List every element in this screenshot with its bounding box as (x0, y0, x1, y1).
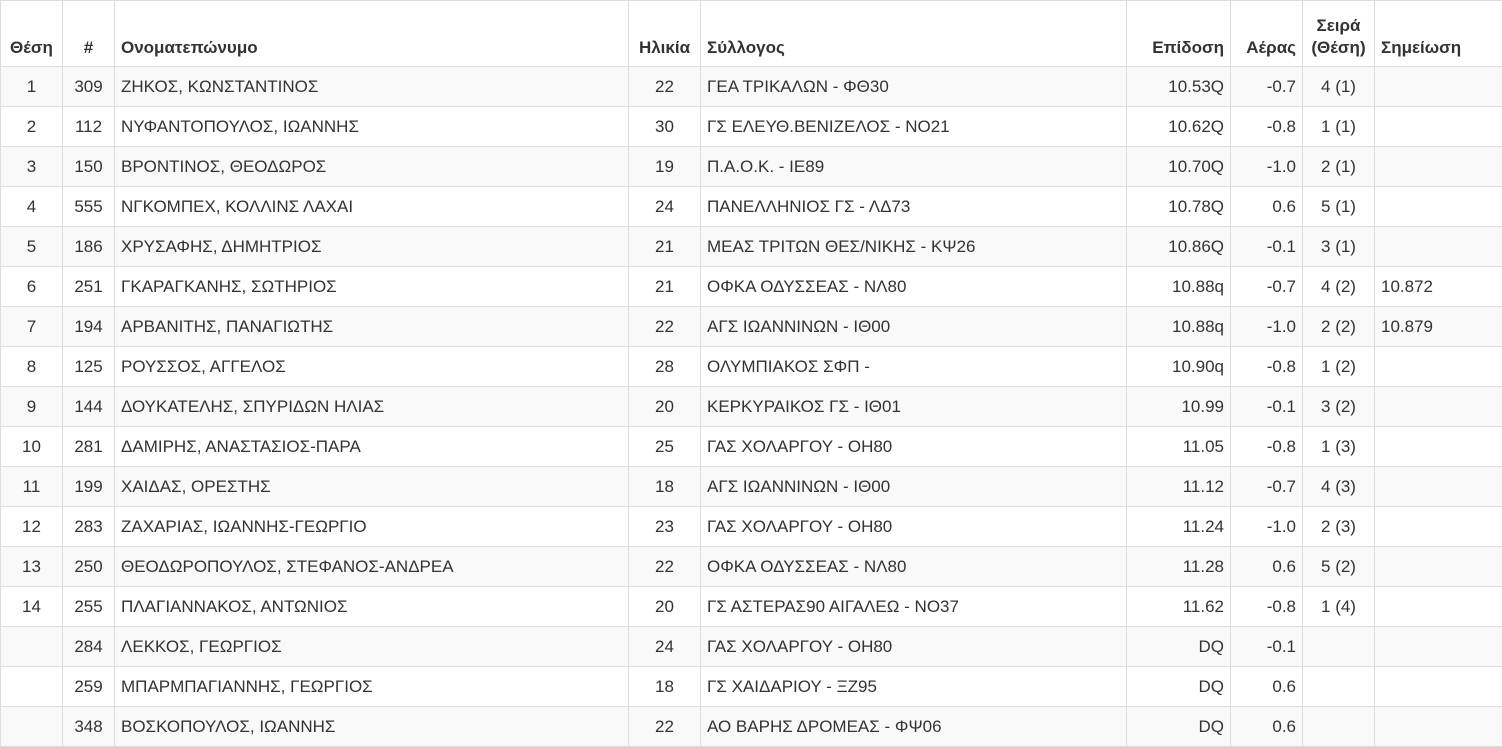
cell-place: 1 (1, 67, 63, 107)
cell-wind: -0.1 (1231, 387, 1303, 427)
cell-bib: 259 (63, 667, 115, 707)
cell-note (1375, 387, 1502, 427)
cell-wind: -0.8 (1231, 107, 1303, 147)
table-row (1, 227, 1502, 267)
cell-wind: -0.8 (1231, 427, 1303, 467)
table-row (1, 467, 1502, 507)
cell-club: ΟΦΚΑ ΟΔΥΣΣΕΑΣ - ΝΛ80 (701, 267, 1127, 307)
cell-wind: -1.0 (1231, 147, 1303, 187)
cell-wind: -0.1 (1231, 227, 1303, 267)
table-row (1, 67, 1502, 107)
cell-place: 3 (1, 147, 63, 187)
cell-bib: 348 (63, 707, 115, 747)
cell-place: 12 (1, 507, 63, 547)
cell-name: ΒΡΟΝΤΙΝΟΣ, ΘΕΟΔΩΡΟΣ (115, 147, 629, 187)
cell-heat (1303, 667, 1375, 707)
cell-wind: -0.8 (1231, 587, 1303, 627)
cell-age: 20 (629, 587, 701, 627)
cell-age: 24 (629, 187, 701, 227)
cell-club: ΠΑΝΕΛΛΗΝΙΟΣ ΓΣ - ΛΔ73 (701, 187, 1127, 227)
table-row (1, 547, 1502, 587)
cell-age: 22 (629, 307, 701, 347)
cell-name: ΘΕΟΔΩΡΟΠΟΥΛΟΣ, ΣΤΕΦΑΝΟΣ-ΑΝΔΡΕΑ (115, 547, 629, 587)
cell-place (1, 667, 63, 707)
cell-name: ΔΟΥΚΑΤΕΛΗΣ, ΣΠΥΡΙΔΩΝ ΗΛΙΑΣ (115, 387, 629, 427)
cell-bib: 283 (63, 507, 115, 547)
cell-performance: 11.62 (1127, 587, 1231, 627)
cell-heat: 3 (1) (1303, 227, 1375, 267)
cell-performance: 11.24 (1127, 507, 1231, 547)
cell-note (1375, 67, 1502, 107)
cell-club: ΑΓΣ ΙΩΑΝΝΙΝΩΝ - ΙΘ00 (701, 467, 1127, 507)
cell-age: 18 (629, 667, 701, 707)
cell-performance: 11.05 (1127, 427, 1231, 467)
cell-performance: DQ (1127, 667, 1231, 707)
cell-bib: 112 (63, 107, 115, 147)
cell-wind: -0.1 (1231, 627, 1303, 667)
cell-note (1375, 467, 1502, 507)
cell-club: ΑΓΣ ΙΩΑΝΝΙΝΩΝ - ΙΘ00 (701, 307, 1127, 347)
cell-club: ΜΕΑΣ ΤΡΙΤΩΝ ΘΕΣ/ΝΙΚΗΣ - ΚΨ26 (701, 227, 1127, 267)
header-row (1, 1, 1502, 67)
header-heat-line1: Σειρά (1309, 15, 1368, 37)
cell-note (1375, 627, 1502, 667)
cell-note: 10.879 (1375, 307, 1502, 347)
cell-wind: 0.6 (1231, 547, 1303, 587)
cell-place: 7 (1, 307, 63, 347)
cell-bib: 150 (63, 147, 115, 187)
cell-note (1375, 667, 1502, 707)
cell-age: 28 (629, 347, 701, 387)
cell-performance: 11.28 (1127, 547, 1231, 587)
cell-bib: 186 (63, 227, 115, 267)
cell-heat: 2 (1) (1303, 147, 1375, 187)
table-row (1, 107, 1502, 147)
cell-note (1375, 587, 1502, 627)
cell-performance: 10.88q (1127, 267, 1231, 307)
cell-place (1, 627, 63, 667)
table-row (1, 427, 1502, 467)
cell-performance: 10.88q (1127, 307, 1231, 347)
results-table-header (1, 1, 1502, 67)
cell-place: 10 (1, 427, 63, 467)
cell-club: ΓΣ ΧΑΙΔΑΡΙΟΥ - ΞΖ95 (701, 667, 1127, 707)
header-heat-line2: (Θέση) (1309, 37, 1368, 59)
cell-heat: 1 (4) (1303, 587, 1375, 627)
table-row (1, 187, 1502, 227)
cell-place: 4 (1, 187, 63, 227)
cell-age: 22 (629, 547, 701, 587)
header-performance: Επίδοση (1127, 1, 1231, 67)
cell-note (1375, 227, 1502, 267)
cell-heat: 2 (3) (1303, 507, 1375, 547)
table-row (1, 267, 1502, 307)
header-heat (1303, 1, 1375, 67)
cell-bib: 194 (63, 307, 115, 347)
table-row (1, 387, 1502, 427)
cell-bib: 199 (63, 467, 115, 507)
cell-name: ΧΑΙΔΑΣ, ΟΡΕΣΤΗΣ (115, 467, 629, 507)
cell-place: 8 (1, 347, 63, 387)
header-note: Σημείωση (1375, 1, 1502, 67)
cell-heat: 4 (3) (1303, 467, 1375, 507)
cell-performance: 10.78Q (1127, 187, 1231, 227)
cell-note (1375, 707, 1502, 747)
cell-club: Π.Α.Ο.Κ. - ΙΕ89 (701, 147, 1127, 187)
cell-name: ΑΡΒΑΝΙΤΗΣ, ΠΑΝΑΓΙΩΤΗΣ (115, 307, 629, 347)
cell-heat: 4 (1) (1303, 67, 1375, 107)
cell-heat: 1 (2) (1303, 347, 1375, 387)
cell-note: 10.872 (1375, 267, 1502, 307)
cell-heat: 5 (2) (1303, 547, 1375, 587)
cell-place (1, 707, 63, 747)
cell-club: ΓΑΣ ΧΟΛΑΡΓΟΥ - ΟΗ80 (701, 507, 1127, 547)
cell-wind: -1.0 (1231, 507, 1303, 547)
table-row (1, 627, 1502, 667)
table-row (1, 667, 1502, 707)
cell-name: ΖΗΚΟΣ, ΚΩΝΣΤΑΝΤΙΝΟΣ (115, 67, 629, 107)
cell-bib: 555 (63, 187, 115, 227)
cell-wind: -0.7 (1231, 267, 1303, 307)
cell-bib: 284 (63, 627, 115, 667)
cell-place: 14 (1, 587, 63, 627)
cell-club: ΓΕΑ ΤΡΙΚΑΛΩΝ - ΦΘ30 (701, 67, 1127, 107)
cell-heat (1303, 627, 1375, 667)
cell-age: 19 (629, 147, 701, 187)
cell-bib: 144 (63, 387, 115, 427)
cell-bib: 309 (63, 67, 115, 107)
cell-name: ΧΡΥΣΑΦΗΣ, ΔΗΜΗΤΡΙΟΣ (115, 227, 629, 267)
cell-name: ΖΑΧΑΡΙΑΣ, ΙΩΑΝΝΗΣ-ΓΕΩΡΓΙΟ (115, 507, 629, 547)
table-row (1, 707, 1502, 747)
cell-wind: -0.7 (1231, 67, 1303, 107)
header-age: Ηλικία (629, 1, 701, 67)
cell-note (1375, 547, 1502, 587)
cell-age: 18 (629, 467, 701, 507)
table-row (1, 347, 1502, 387)
cell-name: ΜΠΑΡΜΠΑΓΙΑΝΝΗΣ, ΓΕΩΡΓΙΟΣ (115, 667, 629, 707)
cell-name: ΒΟΣΚΟΠΟΥΛΟΣ, ΙΩΑΝΝΗΣ (115, 707, 629, 747)
cell-age: 22 (629, 707, 701, 747)
cell-place: 11 (1, 467, 63, 507)
header-bib: # (63, 1, 115, 67)
cell-performance: 10.90q (1127, 347, 1231, 387)
header-place: Θέση (1, 1, 63, 67)
table-row (1, 507, 1502, 547)
cell-performance: DQ (1127, 627, 1231, 667)
cell-name: ΛΕΚΚΟΣ, ΓΕΩΡΓΙΟΣ (115, 627, 629, 667)
cell-age: 22 (629, 67, 701, 107)
table-row (1, 147, 1502, 187)
cell-name: ΡΟΥΣΣΟΣ, ΑΓΓΕΛΟΣ (115, 347, 629, 387)
cell-club: ΟΛΥΜΠΙΑΚΟΣ ΣΦΠ - (701, 347, 1127, 387)
cell-bib: 255 (63, 587, 115, 627)
cell-heat: 5 (1) (1303, 187, 1375, 227)
cell-heat: 1 (1) (1303, 107, 1375, 147)
cell-wind: 0.6 (1231, 187, 1303, 227)
cell-bib: 250 (63, 547, 115, 587)
cell-place: 6 (1, 267, 63, 307)
cell-club: ΑΟ ΒΑΡΗΣ ΔΡΟΜΕΑΣ - ΦΨ06 (701, 707, 1127, 747)
header-club: Σύλλογος (701, 1, 1127, 67)
cell-wind: -0.8 (1231, 347, 1303, 387)
cell-wind: -1.0 (1231, 307, 1303, 347)
header-name: Ονοματεπώνυμο (115, 1, 629, 67)
cell-note (1375, 427, 1502, 467)
cell-bib: 251 (63, 267, 115, 307)
cell-heat: 3 (2) (1303, 387, 1375, 427)
results-table-body (1, 67, 1502, 747)
cell-performance: 10.86Q (1127, 227, 1231, 267)
cell-bib: 281 (63, 427, 115, 467)
header-wind: Αέρας (1231, 1, 1303, 67)
cell-place: 5 (1, 227, 63, 267)
cell-age: 30 (629, 107, 701, 147)
cell-wind: -0.7 (1231, 467, 1303, 507)
cell-club: ΚΕΡΚΥΡΑΙΚΟΣ ΓΣ - ΙΘ01 (701, 387, 1127, 427)
table-row (1, 307, 1502, 347)
cell-note (1375, 147, 1502, 187)
cell-note (1375, 347, 1502, 387)
cell-heat (1303, 707, 1375, 747)
cell-place: 9 (1, 387, 63, 427)
cell-bib: 125 (63, 347, 115, 387)
cell-heat: 2 (2) (1303, 307, 1375, 347)
cell-performance: 10.99 (1127, 387, 1231, 427)
cell-note (1375, 507, 1502, 547)
cell-performance: 10.62Q (1127, 107, 1231, 147)
table-row (1, 587, 1502, 627)
cell-performance: 10.70Q (1127, 147, 1231, 187)
cell-note (1375, 187, 1502, 227)
cell-club: ΓΣ ΕΛΕΥΘ.ΒΕΝΙΖΕΛΟΣ - ΝΟ21 (701, 107, 1127, 147)
cell-name: ΔΑΜΙΡΗΣ, ΑΝΑΣΤΑΣΙΟΣ-ΠΑΡΑ (115, 427, 629, 467)
cell-heat: 1 (3) (1303, 427, 1375, 467)
cell-age: 20 (629, 387, 701, 427)
cell-age: 23 (629, 507, 701, 547)
cell-name: ΓΚΑΡΑΓΚΑΝΗΣ, ΣΩΤΗΡΙΟΣ (115, 267, 629, 307)
cell-place: 13 (1, 547, 63, 587)
cell-wind: 0.6 (1231, 707, 1303, 747)
cell-name: ΠΛΑΓΙΑΝΝΑΚΟΣ, ΑΝΤΩΝΙΟΣ (115, 587, 629, 627)
cell-place: 2 (1, 107, 63, 147)
cell-club: ΓΑΣ ΧΟΛΑΡΓΟΥ - ΟΗ80 (701, 427, 1127, 467)
cell-performance: 11.12 (1127, 467, 1231, 507)
cell-wind: 0.6 (1231, 667, 1303, 707)
cell-heat: 4 (2) (1303, 267, 1375, 307)
cell-age: 21 (629, 267, 701, 307)
cell-age: 25 (629, 427, 701, 467)
cell-club: ΓΑΣ ΧΟΛΑΡΓΟΥ - ΟΗ80 (701, 627, 1127, 667)
cell-performance: DQ (1127, 707, 1231, 747)
cell-age: 24 (629, 627, 701, 667)
cell-performance: 10.53Q (1127, 67, 1231, 107)
cell-club: ΓΣ ΑΣΤΕΡΑΣ90 ΑΙΓΑΛΕΩ - ΝΟ37 (701, 587, 1127, 627)
cell-note (1375, 107, 1502, 147)
cell-name: ΝΥΦΑΝΤΟΠΟΥΛΟΣ, ΙΩΑΝΝΗΣ (115, 107, 629, 147)
cell-age: 21 (629, 227, 701, 267)
cell-club: ΟΦΚΑ ΟΔΥΣΣΕΑΣ - ΝΛ80 (701, 547, 1127, 587)
cell-name: ΝΓΚΟΜΠΕΧ, ΚΟΛΛΙΝΣ ΛΑΧΑΙ (115, 187, 629, 227)
